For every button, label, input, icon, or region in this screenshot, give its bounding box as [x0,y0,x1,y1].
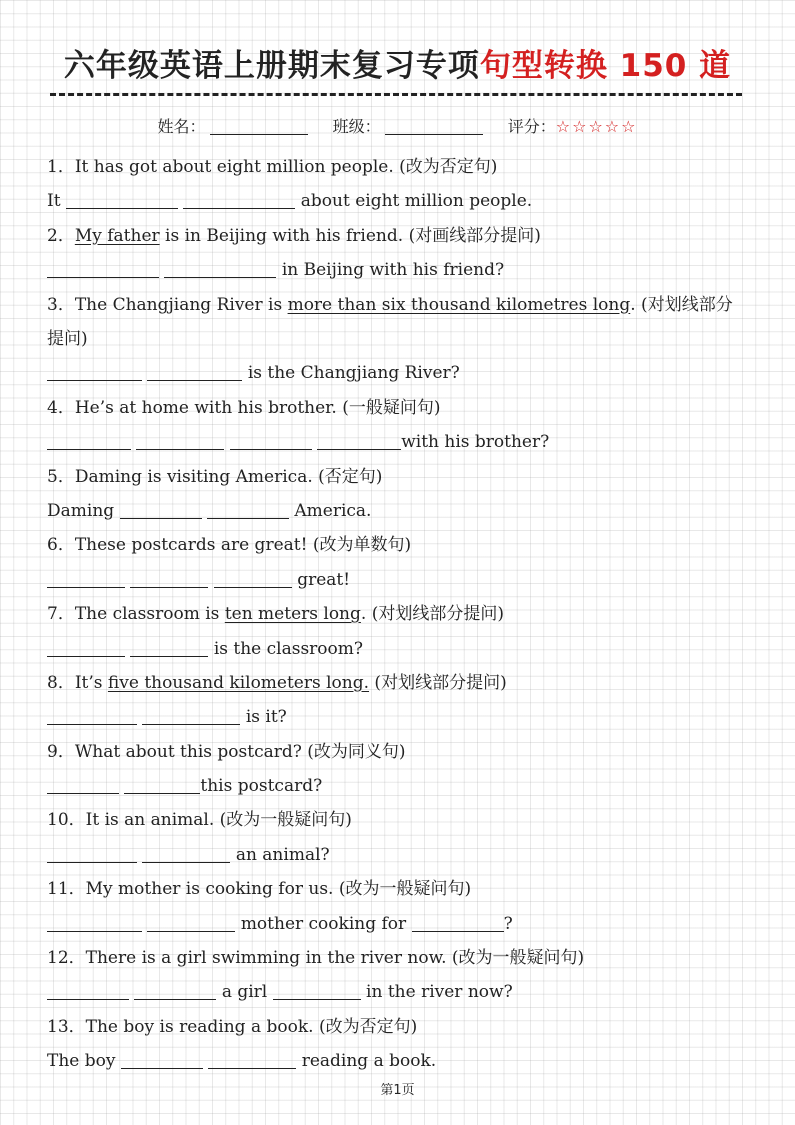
answer-blank[interactable] [47,259,159,278]
name-blank[interactable] [210,118,308,135]
class-field: 班级： [333,117,483,136]
answer-blank[interactable] [317,431,401,450]
title-main: 六年级英语上册期末复习专项 [63,48,480,84]
answer-blank[interactable] [130,638,208,657]
answer-blank[interactable] [230,431,312,450]
question-2: 2．My father is in Beijing with his friend. (对画线部分提问) [47,225,541,246]
question-1: 1．It has got about eight million people. (改为否定句) [47,157,498,177]
answer-blank[interactable] [47,362,142,381]
question-10: 10．It is an animal. (改为一般疑问句) [47,810,352,831]
answer-blank[interactable] [66,190,178,209]
answer-blank[interactable] [47,913,142,932]
answer-12: a girl in the river now? [47,975,747,1009]
answer-blank[interactable] [136,431,224,450]
question-8: 8．It’s five thousand kilometers long. (对划线部分提问) [47,672,507,693]
answer-blank[interactable] [47,431,131,450]
answer-blank[interactable] [121,1050,203,1069]
answer-8: is it? [47,700,747,734]
question-11: 11．My mother is cooking for us. (改为一般疑问句) [47,879,472,900]
answer-blank[interactable] [47,981,129,1000]
answer-blank[interactable] [207,500,289,519]
answer-7: is the classroom? [47,632,747,666]
answer-11: mother cooking for ? [47,907,747,941]
answer-blank[interactable] [47,569,125,588]
answer-blank[interactable] [208,1050,296,1069]
answer-blank[interactable] [412,913,504,932]
answer-blank[interactable] [164,259,276,278]
answer-9: this postcard? [47,769,747,803]
answer-blank[interactable] [134,981,216,1000]
answer-blank[interactable] [47,706,137,725]
answer-blank[interactable] [47,844,137,863]
answer-10: an animal? [47,838,747,872]
question-6: 6．These postcards are great! (改为单数句) [47,535,412,556]
answer-blank[interactable] [183,190,295,209]
question-5: 5．Daming is visiting America. (否定句) [47,466,383,487]
name-field: 姓名： [158,117,308,136]
title-highlight: 句型转换 150 道 [479,48,732,84]
question-13: 13．The boy is reading a book. (改为否定句) [47,1016,418,1037]
question-9: 9．What about this postcard? (改为同义句) [47,741,406,762]
score-stars: ☆☆☆☆☆ [555,117,638,136]
answer-blank[interactable] [142,706,240,725]
page-number: 第1页 [380,1083,415,1098]
answer-2: in Beijing with his friend? [47,253,747,287]
answer-6: great! [47,563,747,597]
question-12: 12．There is a girl swimming in the river now. (改为一般疑问句) [47,948,585,969]
question-4: 4．He’s at home with his brother. (一般疑问句) [47,397,441,418]
question-3: 3．The Changjiang River is more than six thousand kilometres long. (对划线部分提问) [47,294,733,349]
score-field: 评分：☆☆☆☆☆ [507,117,638,136]
answer-4: with his brother? [47,425,747,459]
answer-blank[interactable] [130,569,208,588]
answer-blank[interactable] [142,844,230,863]
answer-blank[interactable] [47,638,125,657]
answer-5: Daming America. [47,500,372,521]
class-blank[interactable] [385,118,483,135]
answer-blank[interactable] [214,569,292,588]
answer-blank[interactable] [124,775,200,794]
answer-blank[interactable] [47,775,119,794]
answer-blank[interactable] [147,913,235,932]
question-list [47,150,747,1079]
student-info-row [0,114,795,137]
title-divider [50,93,742,96]
answer-3: is the Changjiang River? [47,356,747,390]
answer-1: It about eight million people. [47,191,533,212]
answer-blank[interactable] [273,981,361,1000]
question-7: 7．The classroom is ten meters long. (对划线部分提问) [47,604,504,625]
answer-13: The boy reading a book. [47,1051,437,1072]
answer-blank[interactable] [120,500,202,519]
page-title [0,40,795,85]
answer-blank[interactable] [147,362,242,381]
